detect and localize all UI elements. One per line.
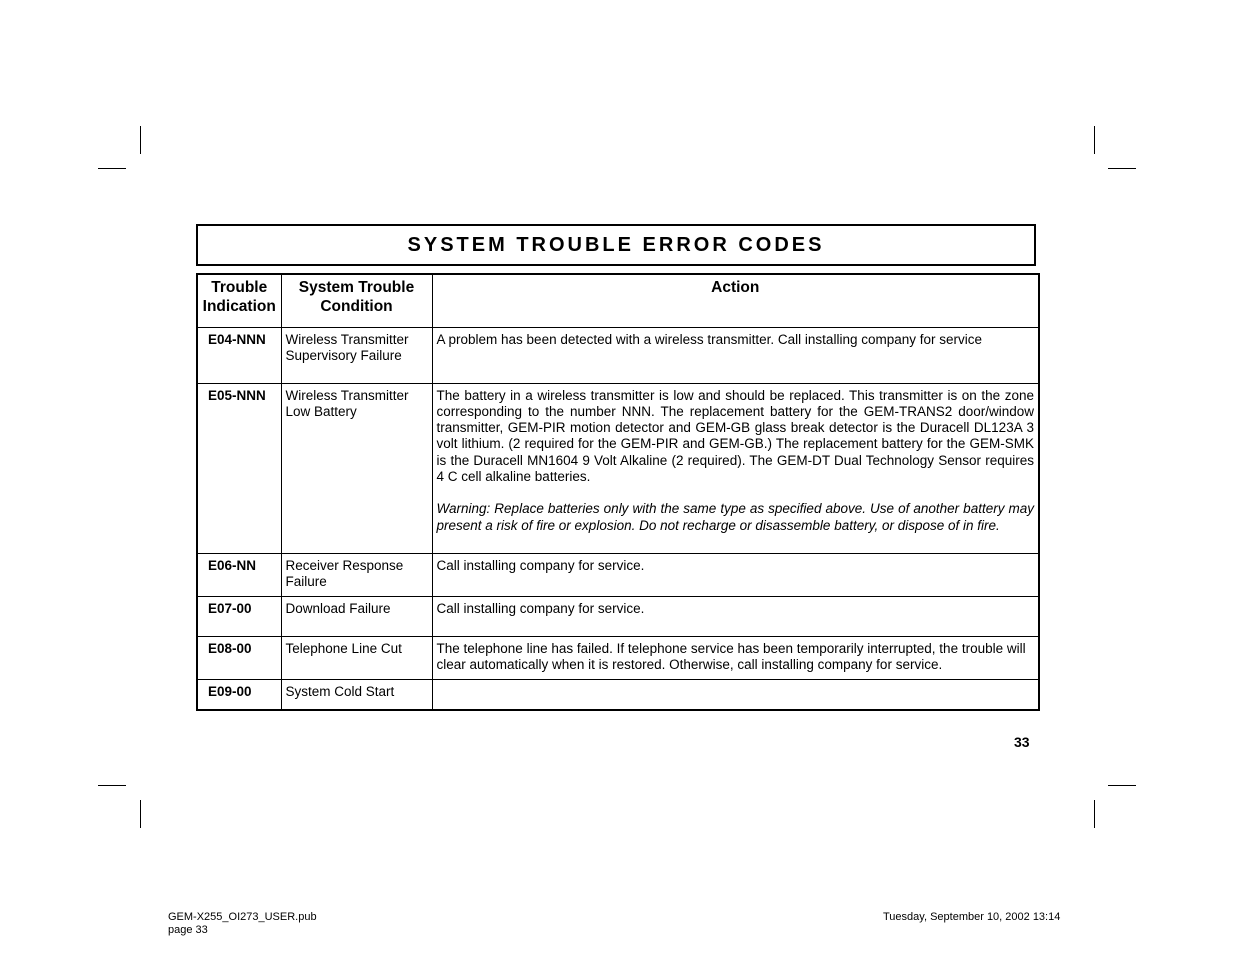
- error-code: E07-00: [197, 596, 281, 636]
- error-code: E06-NN: [197, 553, 281, 596]
- error-code: E09-00: [197, 679, 281, 710]
- page-number: 33: [1014, 734, 1030, 750]
- table-row: [197, 383, 1039, 553]
- action-text: Call installing company for service.: [432, 596, 1039, 636]
- trouble-condition: System Cold Start: [281, 679, 432, 710]
- action-text: The battery in a wireless transmitter is low and should be replaced. This transmitter is on the zone corresponding to the number NNN. The replacement battery for the GEM-TRANS2 door/window transmitter, GEM-PIR motion detector and GEM-GB glass break detector is the Duracell DL123A 3 volt lithium. (2 required for the GEM-PIR and GEM-GB.) The replacement battery for the GEM-SMK is the Duracell MN1604 9 Volt Alkaline (2 required). The GEM-DT Dual Technology Sensor requires 4 C cell alkaline batteries.: [436, 387, 1034, 484]
- crop-mark: [1094, 126, 1095, 154]
- header-system-trouble-condition: System Trouble Condition: [281, 274, 432, 327]
- table-row: [197, 596, 1039, 636]
- crop-mark: [98, 785, 126, 786]
- error-code: E04-NNN: [197, 327, 281, 383]
- action-text: [432, 679, 1039, 710]
- error-code: E08-00: [197, 636, 281, 679]
- battery-warning: Warning: Replace batteries only with the same type as specified above. Use of another battery may present a risk of fire or explosion. Do not recharge or disassemble battery, or dispose of in fire.: [436, 501, 1034, 533]
- table-row: [197, 636, 1039, 679]
- trouble-condition: Receiver Response Failure: [281, 553, 432, 596]
- trouble-condition: Download Failure: [281, 596, 432, 636]
- page-title: SYSTEM TROUBLE ERROR CODES: [407, 233, 825, 256]
- title-box: [196, 224, 1036, 266]
- action-text: A problem has been detected with a wireless transmitter. Call installing company for service: [432, 327, 1039, 383]
- crop-mark: [1094, 800, 1095, 828]
- crop-mark: [140, 126, 141, 154]
- crop-mark: [1108, 168, 1136, 169]
- header-trouble-indication: Trouble Indication: [197, 274, 281, 327]
- crop-mark: [140, 800, 141, 828]
- crop-mark: [98, 168, 126, 169]
- action-text: Call installing company for service.: [432, 553, 1039, 596]
- footer-page: page 33: [168, 924, 208, 936]
- crop-mark: [1108, 785, 1136, 786]
- footer-filename: GEM-X255_OI273_USER.pub: [168, 911, 317, 923]
- table-row: [197, 679, 1039, 710]
- action-cell: [432, 383, 1039, 553]
- action-text: The telephone line has failed. If telephone service has been temporarily interrupted, the trouble will clear automatically when it is restored. Otherwise, call installing company for service.: [432, 636, 1039, 679]
- table-row: [197, 553, 1039, 596]
- header-action: Action: [432, 274, 1039, 327]
- footer-left: [168, 911, 317, 937]
- table-header-row: [197, 274, 1039, 327]
- table-row: [197, 327, 1039, 383]
- error-codes-table: [196, 273, 1040, 711]
- footer-timestamp: Tuesday, September 10, 2002 13:14: [883, 911, 1061, 923]
- trouble-condition: Wireless Transmitter Supervisory Failure: [281, 327, 432, 383]
- trouble-condition: Wireless Transmitter Low Battery: [281, 383, 432, 553]
- error-code: E05-NNN: [197, 383, 281, 553]
- trouble-condition: Telephone Line Cut: [281, 636, 432, 679]
